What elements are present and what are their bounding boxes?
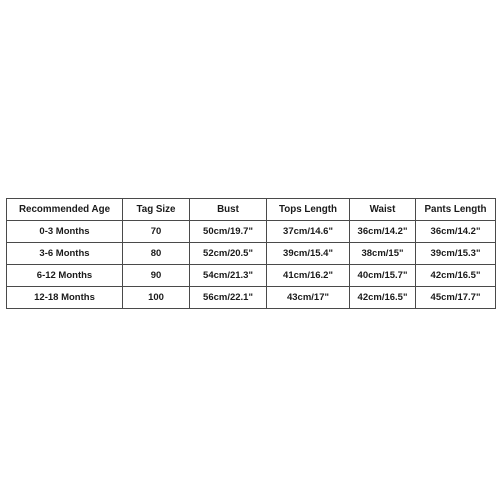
header-tops-length: Tops Length <box>267 199 350 221</box>
header-bust: Bust <box>190 199 267 221</box>
cell-recommended-age: 12-18 Months <box>7 287 123 309</box>
cell-tops-length: 43cm/17" <box>267 287 350 309</box>
header-waist: Waist <box>350 199 416 221</box>
cell-recommended-age: 3-6 Months <box>7 243 123 265</box>
table-row <box>7 265 496 287</box>
cell-tag-size: 80 <box>123 243 190 265</box>
cell-pants-length: 45cm/17.7" <box>416 287 496 309</box>
cell-pants-length: 36cm/14.2" <box>416 221 496 243</box>
cell-pants-length: 42cm/16.5" <box>416 265 496 287</box>
header-tag-size: Tag Size <box>123 199 190 221</box>
size-chart-header <box>7 199 496 221</box>
cell-bust: 54cm/21.3" <box>190 265 267 287</box>
table-row <box>7 221 496 243</box>
cell-tops-length: 39cm/15.4" <box>267 243 350 265</box>
cell-waist: 42cm/16.5" <box>350 287 416 309</box>
cell-waist: 36cm/14.2" <box>350 221 416 243</box>
cell-bust: 56cm/22.1" <box>190 287 267 309</box>
cell-waist: 40cm/15.7" <box>350 265 416 287</box>
cell-waist: 38cm/15" <box>350 243 416 265</box>
cell-tag-size: 70 <box>123 221 190 243</box>
cell-bust: 50cm/19.7" <box>190 221 267 243</box>
cell-pants-length: 39cm/15.3" <box>416 243 496 265</box>
header-pants-length: Pants Length <box>416 199 496 221</box>
header-recommended-age: Recommended Age <box>7 199 123 221</box>
size-chart-body <box>7 221 496 309</box>
cell-tops-length: 41cm/16.2" <box>267 265 350 287</box>
table-row <box>7 287 496 309</box>
cell-tag-size: 90 <box>123 265 190 287</box>
cell-tops-length: 37cm/14.6" <box>267 221 350 243</box>
header-row <box>7 199 496 221</box>
cell-bust: 52cm/20.5" <box>190 243 267 265</box>
table-row <box>7 243 496 265</box>
cell-recommended-age: 6-12 Months <box>7 265 123 287</box>
cell-tag-size: 100 <box>123 287 190 309</box>
size-chart-table <box>6 198 496 309</box>
cell-recommended-age: 0-3 Months <box>7 221 123 243</box>
